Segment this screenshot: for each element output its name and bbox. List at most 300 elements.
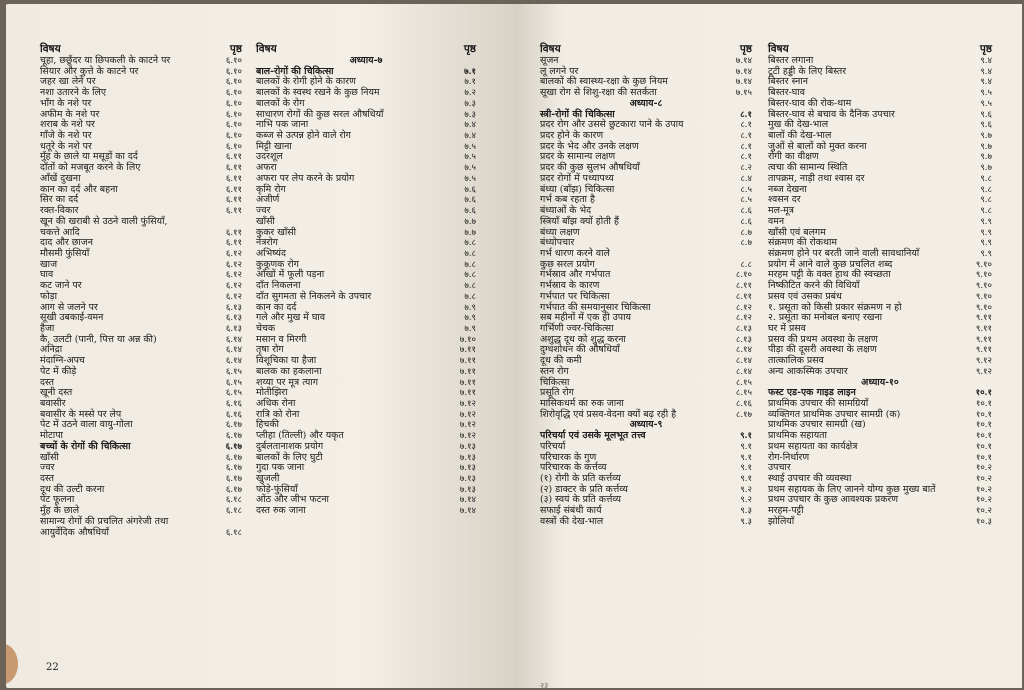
toc-entry: [540, 367, 752, 378]
entry-title: आयुर्वेदिक औषधियाँ: [40, 526, 109, 538]
entry-page-number: ७.८: [464, 259, 476, 270]
entry-page-number: ७.१: [464, 77, 476, 88]
toc-entry: [256, 99, 476, 110]
entry-title: अन्य आकस्मिक उपचार: [768, 365, 848, 377]
entry-title: सामान्य रोगों की प्रचलित अंगरेजी तथा: [40, 515, 169, 527]
entry-title: धतूरे के नशे पर: [40, 140, 92, 152]
entry-page-number: ६.१०: [225, 98, 242, 109]
entry-title: (२) डाक्टर के प्रति कर्त्तव्य: [540, 483, 628, 495]
toc-entry: [768, 453, 992, 464]
entry-page-number: ६.११: [225, 238, 242, 249]
entry-title: उदरशूल: [256, 151, 283, 163]
entry-page-number: ६.११: [225, 152, 242, 163]
entry-title: १. प्रसूता को किसी प्रकार संक्रमण न हो: [768, 301, 902, 313]
entry-page-number: ९.७: [980, 141, 992, 152]
entry-page-number: ७.६: [464, 206, 476, 217]
entry-title: तृषा रोग: [256, 344, 284, 356]
toc-entry: [256, 292, 476, 303]
toc-entry: [256, 410, 476, 421]
entry-page-number: ७.१४: [735, 56, 752, 66]
entry-page-number: ७.१३: [459, 463, 476, 474]
entry-title: खाँसी: [40, 451, 59, 463]
entry-title: बालकों के लिए घुटी: [256, 451, 323, 463]
entry-title: प्लीहा (तिल्ली) और यकृत: [256, 430, 344, 442]
toc-entry: [256, 367, 476, 378]
entry-title: चकत्ते आदि: [40, 226, 80, 238]
header-page-label: पृष्ठ: [463, 43, 476, 55]
toc-entry: [768, 217, 992, 228]
entry-title: दस्त रुक जाना: [256, 505, 306, 517]
entry-title: दस्त: [40, 376, 54, 388]
entry-title: आग से जलने पर: [40, 301, 98, 313]
entry-title: बालक का हकलाना: [256, 365, 322, 377]
entry-page-number: ८.१३: [735, 323, 752, 334]
entry-page-number: ६.१७: [225, 441, 242, 452]
entry-page-number: ९.१०: [975, 291, 992, 302]
entry-title: अध्याय-९: [629, 419, 663, 431]
toc-entry: [40, 367, 242, 378]
entry-title: खून की खराबी से उठने वाली फुंसियाँ,: [40, 215, 168, 227]
entry-page-number: ६.१६: [225, 399, 242, 409]
toc-entry: [40, 442, 242, 453]
entry-title: (१) रोगी के प्रति कर्त्तव्य: [540, 473, 621, 485]
entry-title: पेट में कीड़े: [40, 365, 77, 377]
entry-page-number: ६.१७: [225, 431, 242, 442]
entry-title: (३) स्वयं के प्रति कर्त्तव्य: [540, 494, 622, 506]
entry-page-number: ६.११: [225, 173, 242, 184]
entry-page-number: ६.१०: [225, 77, 242, 88]
entry-title: रोग-निर्धारण: [768, 451, 810, 463]
entry-page-number: ६.१०: [225, 66, 242, 77]
left-page: [6, 4, 514, 688]
toc-entry: [256, 238, 476, 249]
entry-page-number: ६.१८: [225, 506, 242, 517]
book-spread: [6, 4, 1022, 688]
entry-page-number: ७.१: [464, 66, 476, 77]
entry-page-number: ९.११: [975, 323, 992, 334]
entry-title: बालकों की स्वास्थ्य-रक्षा के कुछ नियम: [540, 76, 668, 88]
entry-title: बवासीर: [40, 398, 66, 409]
entry-title: रोगी का वीक्षण: [768, 151, 819, 163]
entry-page-number: ९.९: [980, 248, 992, 259]
entry-page-number: ६.११: [225, 184, 242, 195]
entry-page-number: ८.११: [735, 281, 752, 292]
entry-page-number: ७.१४: [459, 506, 476, 517]
entry-title: अशुद्ध दूध को शुद्ध करना: [540, 333, 626, 345]
toc-entry: [40, 292, 242, 303]
entry-title: तापक्रम, नाड़ी तथा श्वास दर: [768, 172, 865, 184]
entry-page-number: ८.७: [740, 227, 752, 238]
entry-page-number: ९.१२: [975, 356, 992, 367]
toc-entry: [40, 453, 242, 464]
entry-page-number: ६.१३: [225, 323, 242, 334]
toc-entry: [40, 388, 242, 399]
entry-page-number: ७.७: [464, 227, 476, 238]
entry-page-number: ८.१: [740, 120, 752, 131]
entry-title: प्रसव एवं उसका प्रबंध: [768, 290, 842, 302]
toc-column-4: [768, 42, 992, 528]
toc-column-2: [256, 42, 476, 517]
toc-entry: [256, 217, 476, 228]
entry-page-number: ८.११: [735, 291, 752, 302]
entry-title: बंध्या लक्षण: [540, 226, 580, 238]
entry-title: शराब के नशे पर: [40, 119, 95, 131]
entry-title: दाद और छाजन: [40, 237, 93, 249]
entry-title: कट जाने पर: [40, 280, 82, 292]
entry-page-number: ९.७: [980, 163, 992, 174]
entry-page-number: ९.३: [740, 506, 752, 517]
entry-title: दूध की उल्टी करना: [40, 483, 105, 495]
entry-title: चिकित्सा: [540, 376, 570, 388]
toc-entry: [40, 281, 242, 292]
entry-title: गर्भपात की समयानुसार चिकित्सा: [540, 301, 651, 313]
entry-title: गर्भ कब रहता है: [540, 194, 595, 206]
entry-title: कान का दर्द: [256, 301, 297, 313]
entry-page-number: ८.४: [740, 173, 752, 184]
entry-page-number: ७.५: [464, 152, 476, 163]
entry-page-number: ६.१७: [225, 452, 242, 463]
toc-entry: [40, 249, 242, 260]
entry-page-number: ८.१: [740, 141, 752, 152]
entry-page-number: ६.११: [225, 227, 242, 238]
header-subject-label: विषय: [256, 43, 277, 55]
entry-page-number: ७.११: [459, 356, 476, 367]
entry-page-number: ७.११: [459, 388, 476, 399]
entry-page-number: ९.२: [740, 495, 752, 506]
entry-page-number: ७.३: [464, 98, 476, 109]
entry-title: नशा उतारने के लिए: [40, 87, 107, 99]
toc-entry: [256, 378, 476, 389]
entry-page-number: ८.१५: [735, 388, 752, 399]
header-page-label: पृष्ठ: [739, 43, 752, 55]
entry-title: बवासीर के मस्से पर लेप: [40, 408, 122, 420]
entry-title: प्रदर के भेद और उनके लक्षण: [540, 140, 639, 152]
entry-title: मल-मूत्र: [768, 205, 794, 217]
entry-title: प्रथम सहायता का कार्यक्षेत्र: [768, 440, 858, 452]
entry-title: निष्कीटित करने की विधियाँ: [768, 280, 860, 292]
entry-title: परिचर्या एवं उसके मूलभूत तत्त्व: [540, 430, 646, 442]
entry-page-number: ६.१५: [225, 377, 242, 388]
entry-title: मसान व मिरगी: [256, 333, 307, 345]
toc-entry: [768, 185, 992, 196]
entry-title: नाभि पक जाना: [256, 119, 309, 131]
entry-title: सूजन: [540, 55, 559, 66]
entry-page-number: ६.१७: [225, 474, 242, 485]
entry-page-number: ७.९: [464, 313, 476, 324]
entry-title: साधारण रोगों की कुछ सरल औषधियाँ: [256, 108, 384, 120]
entry-title: अजीर्ण: [256, 194, 280, 206]
entry-title: बंध्याओं के भेद: [540, 205, 592, 217]
toc-entry: [256, 335, 476, 346]
entry-title: दाँत सुगमता से निकलने के उपचार: [256, 290, 372, 302]
entry-page-number: ७.४: [464, 131, 476, 142]
toc-entry: [540, 431, 752, 442]
header-page-label: पृष्ठ: [979, 43, 992, 55]
entry-page-number: ९.११: [975, 345, 992, 356]
entry-title: परिचर्या: [540, 440, 566, 452]
entry-page-number: ९.११: [975, 313, 992, 324]
entry-page-number: ६.१५: [225, 366, 242, 377]
entry-title: वमन: [768, 215, 785, 227]
entry-title: बिस्तर-घाव: [768, 87, 805, 99]
right-page: [514, 4, 1022, 688]
entry-title: खाँसी: [256, 215, 275, 227]
entry-title: अभिष्यंद: [256, 247, 286, 259]
entry-title: चेचक: [256, 322, 276, 334]
entry-page-number: ६.१०: [225, 88, 242, 99]
entry-title: घर में प्रसव: [768, 322, 806, 334]
toc-entry: [768, 195, 992, 206]
entry-page-number: ८.१४: [735, 356, 752, 367]
entry-page-number: ८.६: [740, 216, 752, 227]
entry-title: दुग्धशोधन की औषधियाँ: [540, 344, 620, 356]
entry-page-number: ६.१८: [225, 527, 242, 538]
entry-title: भाँग के नशे पर: [40, 97, 92, 109]
entry-page-number: ६.१०: [225, 56, 242, 66]
entry-title: खाँसी एवं बलगम: [768, 226, 826, 238]
entry-page-number: ७.३: [464, 109, 476, 120]
entry-page-number: ६.१७: [225, 484, 242, 495]
entry-page-number: ६.११: [225, 163, 242, 174]
column-header: [40, 42, 242, 56]
entry-page-number: ७.१३: [459, 474, 476, 485]
entry-title: बिस्तर लगाना: [768, 55, 814, 66]
entry-page-number: ६.११: [225, 206, 242, 217]
entry-page-number: ६.१०: [225, 141, 242, 152]
entry-page-number: ९.४: [980, 56, 992, 66]
entry-title: मासिकधर्म का रुक जाना: [540, 398, 624, 409]
entry-title: आँखें दुखना: [40, 172, 81, 184]
header-subject-label: विषय: [540, 43, 561, 55]
chapter-heading: [540, 99, 752, 110]
entry-page-number: ७.९: [464, 302, 476, 313]
toc-entry: [540, 356, 752, 367]
entry-page-number: ९.१: [740, 474, 752, 485]
entry-title: बालों की देख-भाल: [768, 130, 832, 142]
entry-page-number: ७.१४: [735, 66, 752, 77]
entry-title: अफरा पर लेप करने के प्रयोग: [256, 172, 355, 184]
entry-title: प्रदर रोग और उससे छुटकारा पाने के उपाय: [540, 119, 684, 131]
entry-title: ओंठ और जीभ फटना: [256, 494, 329, 506]
toc-entry: [40, 260, 242, 271]
entry-title: बाल-रोगों की चिकित्सा: [256, 65, 334, 77]
toc-entry: [768, 292, 992, 303]
entry-title: मोतीझिरा: [256, 387, 288, 399]
entry-page-number: ९.६: [980, 109, 992, 120]
entry-page-number: १०.२: [975, 474, 992, 485]
toc-entry: [256, 206, 476, 217]
entry-page-number: ७.६: [464, 184, 476, 195]
entry-title: स्तन रोग: [540, 365, 569, 377]
entry-page-number: ८.१०: [735, 270, 752, 281]
entry-title: मोटापा: [40, 430, 63, 442]
entry-page-number: ८.१५: [735, 377, 752, 388]
entry-page-number: १०.२: [975, 495, 992, 506]
toc-entry: [40, 420, 242, 431]
entry-title: आँखों में फूली पड़ना: [256, 269, 325, 281]
entry-title: कुछ सरल प्रयोग: [540, 258, 595, 270]
entry-page-number: ९.४: [980, 66, 992, 77]
entry-title: रक्त-विकार: [40, 205, 79, 217]
entry-title: कान का दर्द और बहना: [40, 183, 118, 195]
toc-entry: [256, 185, 476, 196]
entry-page-number: ९.५: [980, 98, 992, 109]
entry-page-number: ६.१८: [225, 495, 242, 506]
entry-page-number: ९.१०: [975, 270, 992, 281]
entry-page-number: ७.१०: [459, 334, 476, 345]
entry-title: अनिद्रा: [40, 344, 63, 356]
column-header: [540, 42, 752, 56]
entry-page-number: ६.१२: [225, 248, 242, 259]
entry-page-number: ९.८: [980, 173, 992, 184]
entry-page-number: ९.१: [740, 452, 752, 463]
entry-page-number: ६.१३: [225, 313, 242, 324]
entry-title: सब महीनों में एक ही उपाय: [540, 312, 631, 324]
entry-page-number: ९.९: [980, 238, 992, 249]
entry-title: अध्याय-१०: [861, 376, 899, 388]
entry-page-number: ९.८: [980, 195, 992, 206]
entry-title: गर्भस्राव के कारण: [540, 280, 600, 292]
entry-title: ज्वर: [256, 205, 271, 217]
entry-page-number: ७.१५: [735, 88, 752, 99]
toc-column-1: [40, 42, 242, 538]
entry-page-number: ७.८: [464, 248, 476, 259]
entry-page-number: ७.१२: [459, 420, 476, 431]
entry-page-number: ६.१७: [225, 420, 242, 431]
entry-title: बंध्या (बाँझ) चिकित्सा: [540, 183, 615, 195]
toc-entry: [40, 463, 242, 474]
entry-title: झोलियाँ: [768, 515, 795, 527]
entry-page-number: ७.१४: [459, 495, 476, 506]
entry-title: दाँतों को मजबूत करने के लिए: [40, 162, 141, 174]
entry-page-number: १०.१: [975, 399, 992, 409]
toc-entry: [768, 506, 992, 517]
page-number-left: 22: [46, 662, 59, 673]
toc-entry: [256, 463, 476, 474]
entry-title: तात्कालिक प्रसव: [768, 355, 824, 367]
entry-title: परिचारक के गुण: [540, 451, 597, 463]
entry-page-number: ८.७: [740, 238, 752, 249]
entry-page-number: १०.१: [975, 452, 992, 463]
entry-title: श्वसन दर: [768, 194, 801, 206]
entry-title: स्त्री-रोगों की चिकित्सा: [540, 108, 615, 120]
entry-title: प्रयोग में आने वाले कुछ प्रचलित शब्द: [768, 258, 893, 270]
entry-title: गले और मुख में घाव: [256, 312, 326, 324]
entry-page-number: ७.११: [459, 366, 476, 377]
entry-page-number: ७.१३: [459, 452, 476, 463]
entry-title: दुर्बलतानाशक प्रयोग: [256, 440, 324, 452]
entry-page-number: ७.८: [464, 291, 476, 302]
entry-page-number: ६.१४: [225, 345, 242, 356]
header-subject-label: विषय: [768, 43, 789, 55]
entry-title: मरहम-पट्टी: [768, 505, 804, 517]
entry-page-number: ७.१२: [459, 399, 476, 409]
entry-title: फोड़े-फुंसियाँ: [256, 483, 298, 495]
toc-entry: [540, 517, 752, 528]
entry-page-number: ९.१०: [975, 259, 992, 270]
entry-page-number: ९.६: [980, 120, 992, 131]
entry-title: अध्याय-७: [349, 55, 383, 66]
toc-entry: [768, 517, 992, 528]
entry-page-number: १०.३: [975, 516, 992, 527]
entry-page-number: १०.२: [975, 484, 992, 495]
entry-page-number: ९.२: [740, 484, 752, 495]
entry-page-number: ७.८: [464, 270, 476, 281]
entry-title: अफरा: [256, 162, 277, 174]
entry-title: रात्रि को रोना: [256, 408, 300, 420]
entry-title: प्रदर के सामान्य लक्षण: [540, 151, 616, 163]
column-header: [768, 42, 992, 56]
entry-title: खुजली: [256, 473, 280, 485]
thumb-shadow: [6, 644, 18, 684]
entry-page-number: ६.१५: [225, 388, 242, 399]
entry-page-number: ७.११: [459, 377, 476, 388]
entry-page-number: ७.१२: [459, 409, 476, 420]
entry-title: मंदाग्नि-अपच: [40, 355, 85, 367]
entry-title: ज्वर: [40, 462, 55, 474]
entry-title: बंध्योपचार: [540, 237, 575, 249]
entry-title: शय्या पर मूत्र त्याग: [256, 376, 319, 388]
entry-page-number: ७.१३: [459, 441, 476, 452]
entry-title: प्राथमिक सहायता: [768, 430, 827, 442]
entry-title: अध्याय-८: [629, 97, 663, 109]
entry-title: विशूचिका या हैजा: [256, 355, 317, 367]
entry-title: जुओं से बालों को मुक्त करना: [768, 140, 867, 152]
entry-page-number: १०.१: [975, 441, 992, 452]
entry-page-number: ८.१४: [735, 366, 752, 377]
entry-page-number: १०.१: [975, 388, 992, 399]
entry-title: खाज: [40, 258, 58, 270]
entry-title: प्रथम उपचार के कुछ आवश्यक प्रकरण: [768, 494, 899, 506]
entry-title: घाव: [40, 269, 54, 281]
entry-title: मुँह के छाले: [40, 505, 80, 517]
toc-entry: [256, 506, 476, 517]
entry-page-number: ८.५: [740, 184, 752, 195]
toc-entry: [540, 442, 752, 453]
entry-page-number: ९.७: [980, 131, 992, 142]
entry-page-number: ६.११: [225, 195, 242, 206]
entry-title: प्रदर रोगों में पथ्यापथ्य: [540, 172, 614, 184]
entry-title: परिचारक के कर्त्तव्य: [540, 462, 607, 474]
toc-entry: [40, 99, 242, 110]
entry-page-number: ६.१२: [225, 291, 242, 302]
toc-entry: [40, 217, 242, 228]
entry-title: बालकों के रोग: [256, 97, 305, 109]
toc-entry: [256, 228, 476, 239]
entry-page-number: ९.१०: [975, 281, 992, 292]
entry-title: २. प्रसूता का मनोबल बनाए रखना: [768, 312, 883, 324]
entry-page-number: ६.१४: [225, 356, 242, 367]
entry-title: पेट फूलना: [40, 494, 75, 506]
toc-entry: [540, 292, 752, 303]
entry-title: बालकों के स्वस्थ रखने के कुछ नियम: [256, 87, 380, 99]
entry-page-number: ७.८: [464, 238, 476, 249]
entry-title: गुदा पक जाना: [256, 462, 305, 474]
entry-title: हिचकी: [256, 419, 279, 431]
entry-page-number: ८.१६: [735, 399, 752, 409]
entry-title: बालकों के रोगी होने के कारण: [256, 76, 356, 88]
entry-title: गाँजे के नशे पर: [40, 130, 92, 142]
entry-title: हैजा: [40, 322, 55, 334]
entry-title: वस्त्रों की देख-भाल: [540, 515, 604, 527]
entry-title: मुँह के छाले या मसूड़ों का दर्द: [40, 151, 138, 163]
entry-page-number: ७.५: [464, 173, 476, 184]
entry-page-number: १०.१: [975, 420, 992, 431]
entry-title: प्रदर की कुछ सुलभ औषधियाँ: [540, 162, 640, 174]
entry-page-number: ७.६: [464, 195, 476, 206]
entry-title: प्रसूति रोग: [540, 387, 574, 399]
entry-page-number: ७.४: [464, 120, 476, 131]
